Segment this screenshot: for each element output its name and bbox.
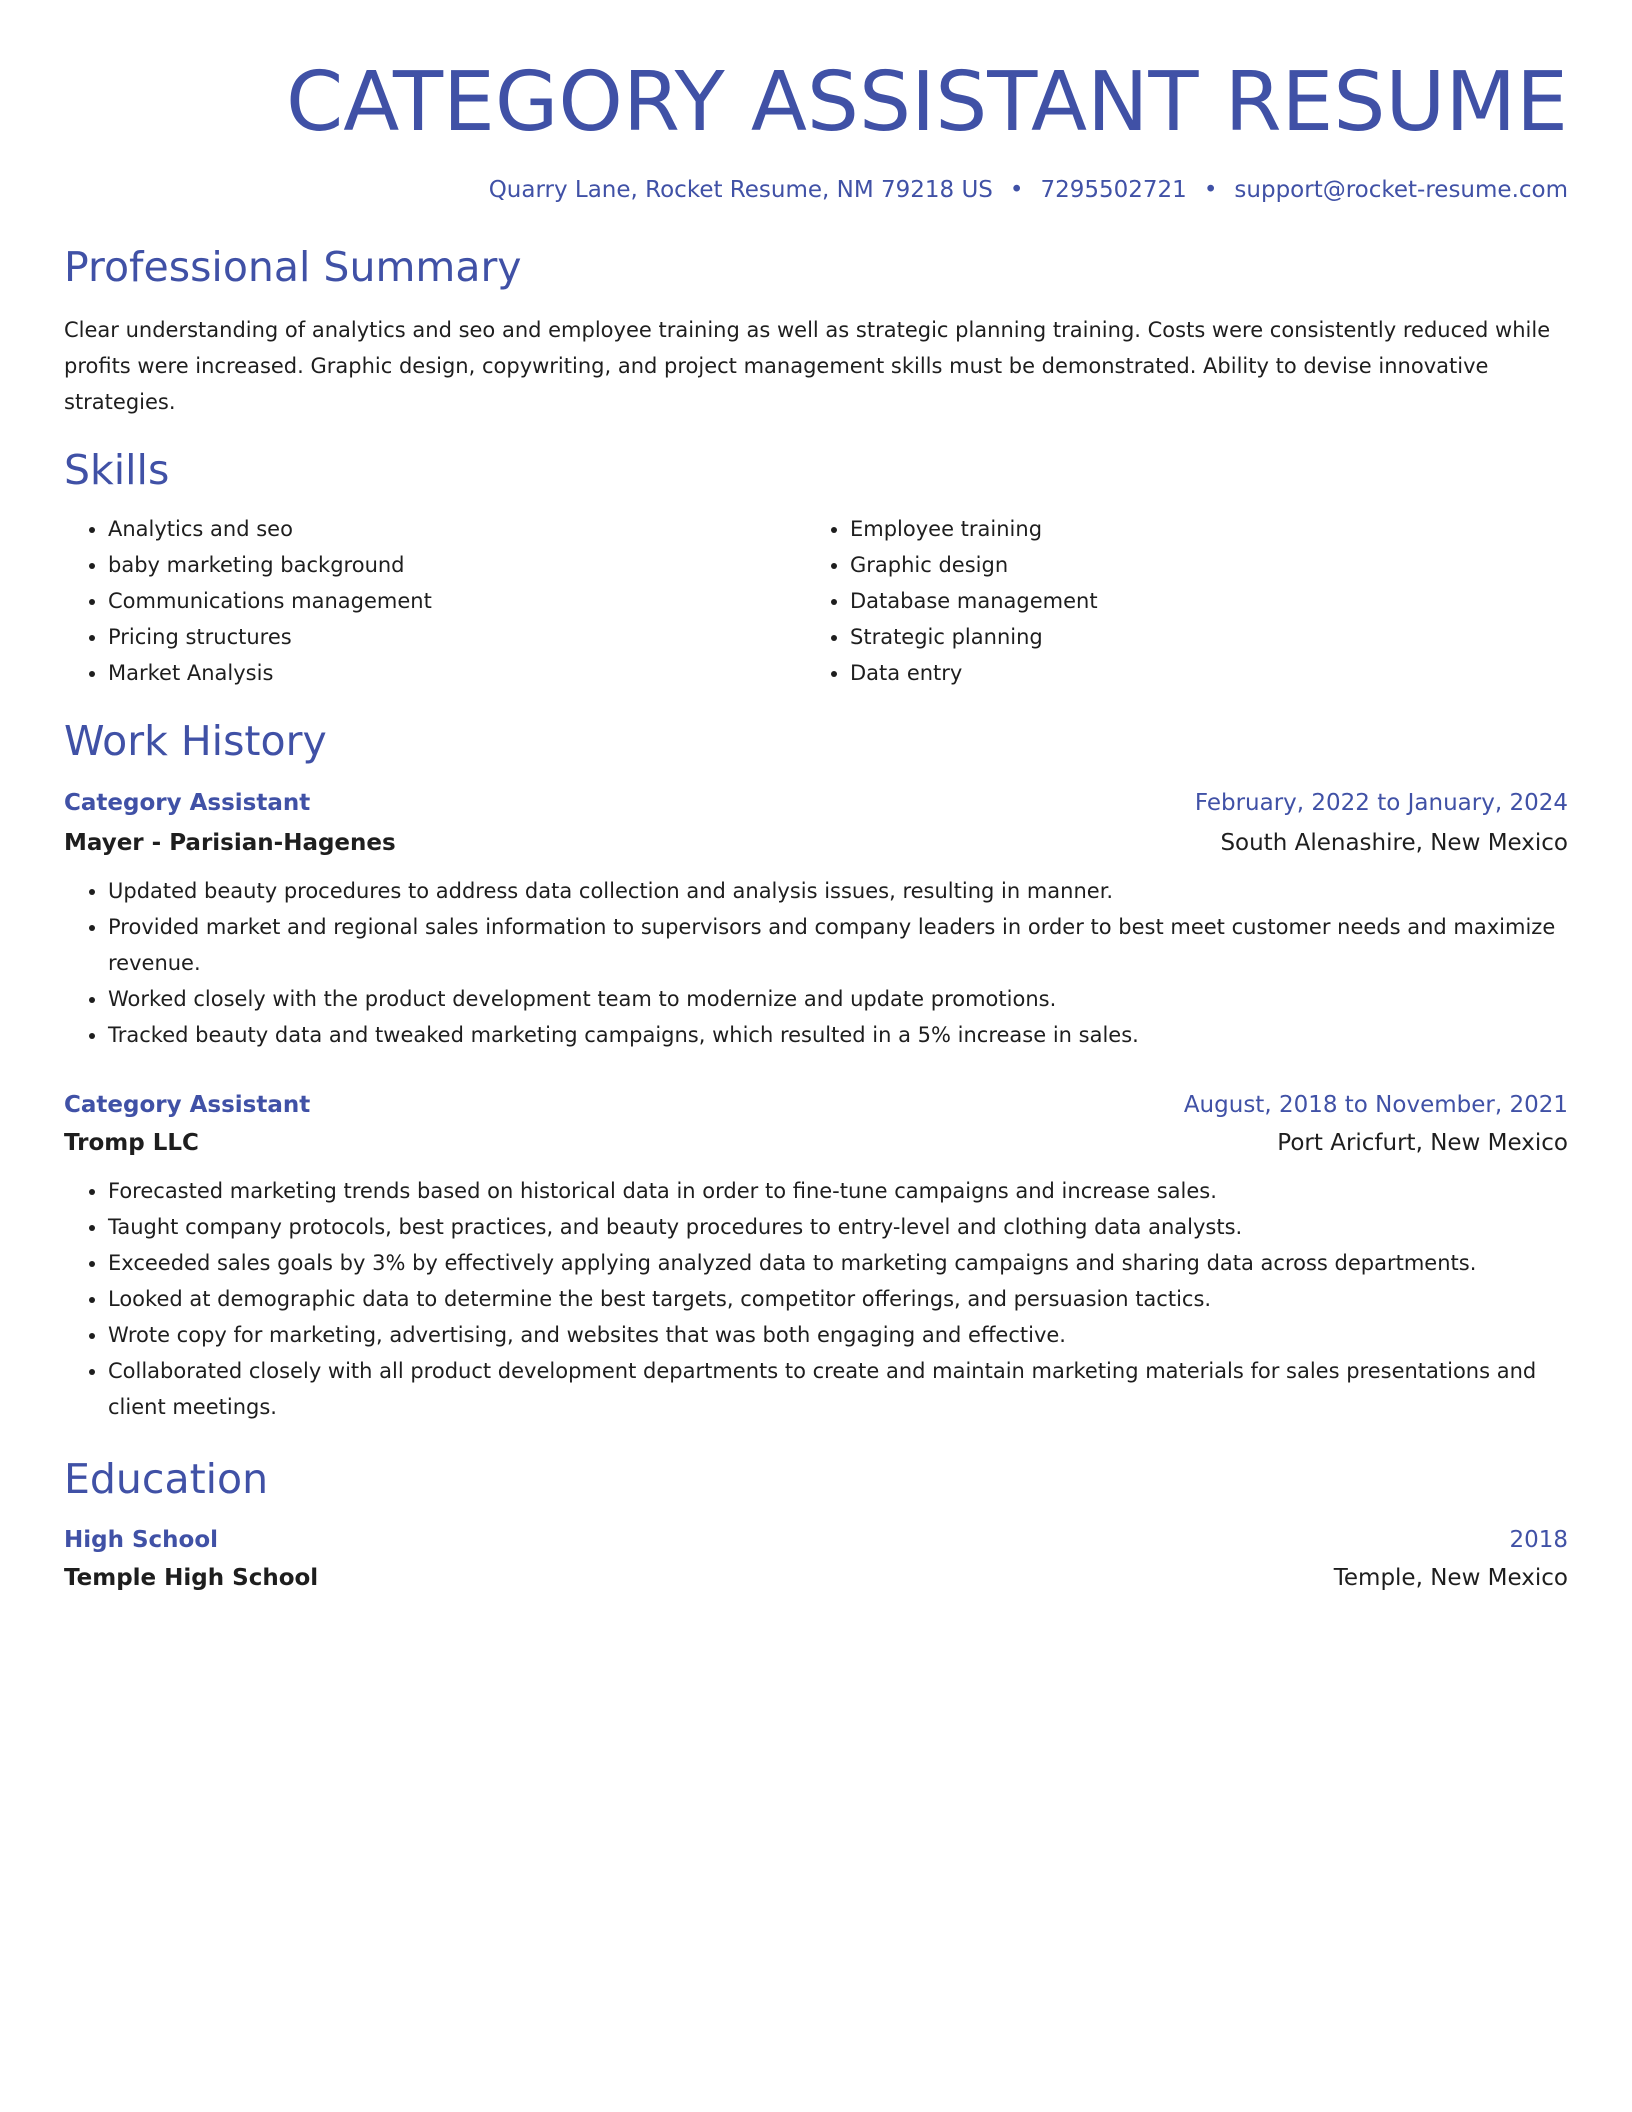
job-bullet: • Collaborated closely with all product development departments to create and maintain marketing materials for sales presentations and client meetings. <box>108 1353 1568 1425</box>
skill-item: • Communications management <box>108 583 806 619</box>
skills-list <box>64 511 1568 691</box>
job-header <box>64 785 1568 821</box>
education-subheader <box>64 1560 1568 1596</box>
skill-item: • Market Analysis <box>108 655 806 691</box>
job-bullets <box>64 1173 1568 1425</box>
job-location: Port Aricfurt, New Mexico <box>1277 1129 1568 1156</box>
job-company: Tromp LLC <box>64 1129 199 1156</box>
job-role: Category Assistant <box>64 1091 311 1118</box>
work-history-heading: Work History <box>64 717 327 766</box>
job-role: Category Assistant <box>64 789 311 816</box>
job-location: South Alenashire, New Mexico <box>1220 829 1568 856</box>
job-dates: February, 2022 to January, 2024 <box>1194 789 1568 816</box>
job-bullet: • Looked at demographic data to determine the best targets, competitor offerings, and persuasion tactics. <box>108 1281 1568 1317</box>
job-bullet: • Forecasted marketing trends based on historical data in order to fine-tune campaigns and increase sales. <box>108 1173 1568 1209</box>
job-bullet: • Tracked beauty data and tweaked marketing campaigns, which resulted in a 5% increase in sales. <box>108 1017 1568 1053</box>
education-location: Temple, New Mexico <box>1333 1564 1568 1591</box>
job-entry <box>64 785 1568 1053</box>
resume-title: CATEGORY ASSISTANT RESUME <box>285 55 1568 150</box>
job-entry <box>64 1087 1568 1425</box>
job-bullet: • Taught company protocols, best practices, and beauty procedures to entry-level and clothing data analysts. <box>108 1209 1568 1245</box>
education-year: 2018 <box>1509 1526 1568 1553</box>
job-subheader <box>64 825 1568 861</box>
job-subheader <box>64 1125 1568 1161</box>
education-header <box>64 1522 1568 1558</box>
skill-item: • Pricing structures <box>108 619 806 655</box>
job-bullet: • Exceeded sales goals by 3% by effectively applying analyzed data to marketing campaigns and sharing data across departments. <box>108 1245 1568 1281</box>
job-dates: August, 2018 to November, 2021 <box>1183 1091 1568 1118</box>
contact-separator: • <box>1203 177 1218 203</box>
skill-item: • Analytics and seo <box>108 511 806 547</box>
education-school: Temple High School <box>64 1564 319 1591</box>
skills-heading: Skills <box>64 446 170 495</box>
skill-item: • Database management <box>850 583 1550 619</box>
education-degree: High School <box>64 1526 219 1553</box>
contact-email: support@rocket-resume.com <box>1234 177 1568 203</box>
job-bullet: • Provided market and regional sales information to supervisors and company leaders in order to best meet customer needs and maximize revenue. <box>108 909 1568 981</box>
contact-separator: • <box>1009 177 1024 203</box>
job-company: Mayer - Parisian-Hagenes <box>64 829 396 856</box>
skills-column-left <box>64 511 806 691</box>
contact-phone: 7295502721 <box>1040 177 1187 203</box>
skill-item: • Employee training <box>850 511 1550 547</box>
job-bullet: • Worked closely with the product development team to modernize and update promotions. <box>108 981 1568 1017</box>
contact-address: Quarry Lane, Rocket Resume, NM 79218 US <box>488 177 993 203</box>
skills-column-right <box>806 511 1550 691</box>
job-header <box>64 1087 1568 1123</box>
skill-item: • baby marketing background <box>108 547 806 583</box>
contact-line <box>64 177 1568 203</box>
summary-heading: Professional Summary <box>64 243 522 291</box>
job-bullet: • Wrote copy for marketing, advertising, and websites that was both engaging and effective. <box>108 1317 1568 1353</box>
job-bullets <box>64 873 1568 1053</box>
job-bullet: • Updated beauty procedures to address data collection and analysis issues, resulting in manner. <box>108 873 1568 909</box>
resume-page <box>64 0 1568 1596</box>
education-heading: Education <box>64 1454 269 1503</box>
skill-item: • Graphic design <box>850 547 1550 583</box>
skill-item: • Data entry <box>850 655 1550 691</box>
education-entry <box>64 1522 1568 1596</box>
summary-text: Clear understanding of analytics and seo and employee training as well as strategic planning training. Costs were consistently reduced while profits were increased. Graphic design, copywriting, and project management skills must be demonstrated. Ability to devise innovative strategies. <box>64 318 1551 415</box>
skill-item: • Strategic planning <box>850 619 1550 655</box>
